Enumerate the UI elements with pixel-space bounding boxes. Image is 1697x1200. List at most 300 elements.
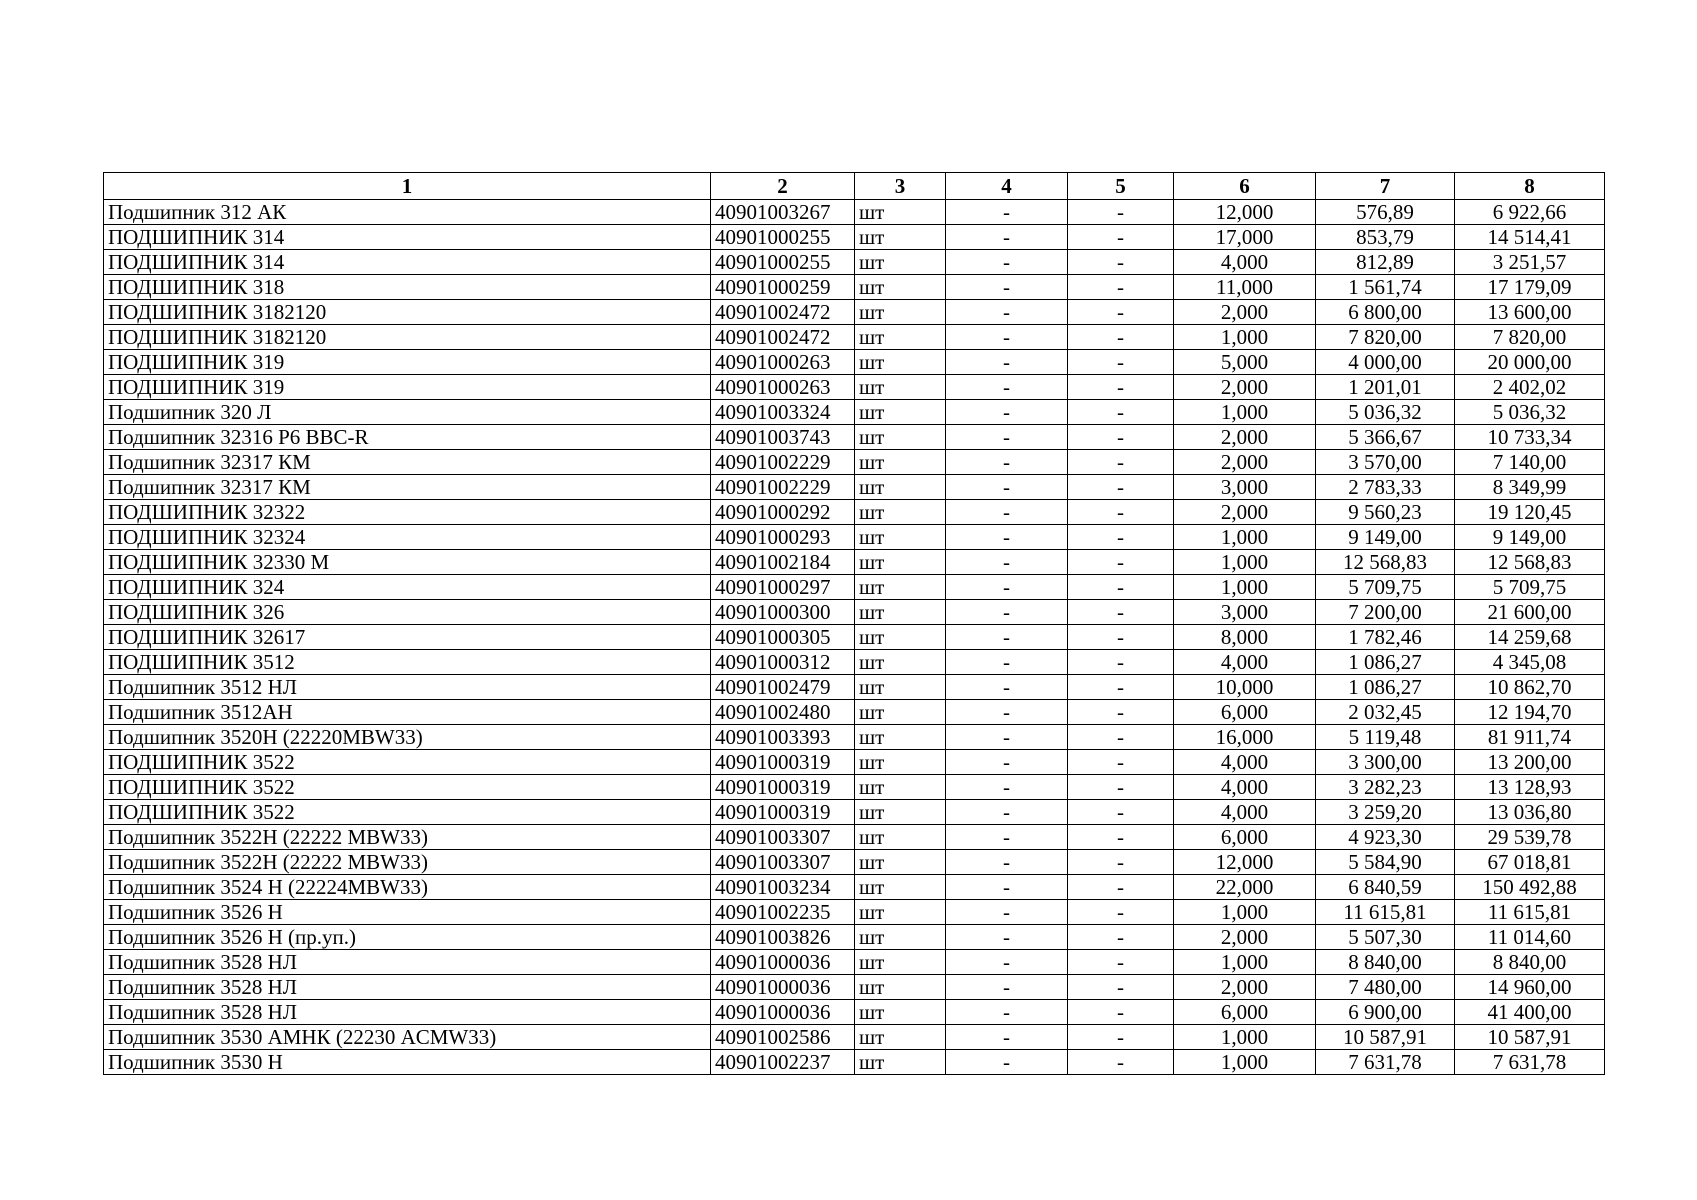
- item-unit: шт: [855, 375, 946, 400]
- total-amount: 10 733,34: [1455, 425, 1605, 450]
- item-name: ПОДШИПНИК 3522: [104, 750, 711, 775]
- table-row: [104, 900, 1605, 925]
- col-5-value: -: [1068, 650, 1174, 675]
- unit-price: 1 561,74: [1316, 275, 1455, 300]
- unit-price: 9 560,23: [1316, 500, 1455, 525]
- item-code: 40901003324: [711, 400, 855, 425]
- item-name: Подшипник 32317 КМ: [104, 475, 711, 500]
- item-name: ПОДШИПНИК 319: [104, 375, 711, 400]
- item-unit: шт: [855, 1050, 946, 1075]
- item-code: 40901003307: [711, 825, 855, 850]
- unit-price: 7 820,00: [1316, 325, 1455, 350]
- col-5-value: -: [1068, 750, 1174, 775]
- inventory-table: [103, 172, 1605, 1075]
- unit-price: 5 366,67: [1316, 425, 1455, 450]
- total-amount: 17 179,09: [1455, 275, 1605, 300]
- item-name: Подшипник 3528 НЛ: [104, 975, 711, 1000]
- total-amount: 8 840,00: [1455, 950, 1605, 975]
- unit-price: 4 000,00: [1316, 350, 1455, 375]
- unit-price: 1 086,27: [1316, 675, 1455, 700]
- item-unit: шт: [855, 350, 946, 375]
- total-amount: 11 615,81: [1455, 900, 1605, 925]
- item-unit: шт: [855, 650, 946, 675]
- quantity: 1,000: [1174, 575, 1316, 600]
- table-row: [104, 775, 1605, 800]
- col-4-value: -: [946, 550, 1068, 575]
- unit-price: 853,79: [1316, 225, 1455, 250]
- item-unit: шт: [855, 975, 946, 1000]
- unit-price: 7 200,00: [1316, 600, 1455, 625]
- col-4-value: -: [946, 250, 1068, 275]
- item-name: Подшипник 312 АК: [104, 200, 711, 225]
- item-code: 40901002586: [711, 1025, 855, 1050]
- table-body: [104, 200, 1605, 1075]
- col-5-value: -: [1068, 900, 1174, 925]
- col-4-value: -: [946, 925, 1068, 950]
- unit-price: 812,89: [1316, 250, 1455, 275]
- item-unit: шт: [855, 675, 946, 700]
- quantity: 2,000: [1174, 375, 1316, 400]
- col-header-4: 4: [946, 173, 1068, 200]
- col-5-value: -: [1068, 700, 1174, 725]
- col-5-value: -: [1068, 1000, 1174, 1025]
- table-row: [104, 625, 1605, 650]
- item-name: Подшипник 3522Н (22222 MBW33): [104, 825, 711, 850]
- item-unit: шт: [855, 325, 946, 350]
- total-amount: 7 140,00: [1455, 450, 1605, 475]
- unit-price: 576,89: [1316, 200, 1455, 225]
- col-5-value: -: [1068, 950, 1174, 975]
- table-row: [104, 750, 1605, 775]
- table-row: [104, 225, 1605, 250]
- table-row: [104, 525, 1605, 550]
- col-5-value: -: [1068, 975, 1174, 1000]
- item-name: ПОДШИПНИК 3182120: [104, 300, 711, 325]
- item-code: 40901000036: [711, 950, 855, 975]
- total-amount: 7 631,78: [1455, 1050, 1605, 1075]
- col-4-value: -: [946, 700, 1068, 725]
- item-name: ПОДШИПНИК 3512: [104, 650, 711, 675]
- item-unit: шт: [855, 475, 946, 500]
- total-amount: 14 960,00: [1455, 975, 1605, 1000]
- item-unit: шт: [855, 875, 946, 900]
- unit-price: 8 840,00: [1316, 950, 1455, 975]
- col-4-value: -: [946, 900, 1068, 925]
- table-row: [104, 825, 1605, 850]
- item-name: Подшипник 3528 НЛ: [104, 1000, 711, 1025]
- total-amount: 11 014,60: [1455, 925, 1605, 950]
- quantity: 2,000: [1174, 500, 1316, 525]
- item-unit: шт: [855, 950, 946, 975]
- quantity: 4,000: [1174, 650, 1316, 675]
- table-row: [104, 650, 1605, 675]
- table-row: [104, 450, 1605, 475]
- col-4-value: -: [946, 1050, 1068, 1075]
- item-name: ПОДШИПНИК 314: [104, 225, 711, 250]
- col-5-value: -: [1068, 275, 1174, 300]
- col-4-value: -: [946, 650, 1068, 675]
- item-unit: шт: [855, 625, 946, 650]
- item-unit: шт: [855, 550, 946, 575]
- unit-price: 11 615,81: [1316, 900, 1455, 925]
- unit-price: 5 507,30: [1316, 925, 1455, 950]
- col-5-value: -: [1068, 250, 1174, 275]
- unit-price: 3 282,23: [1316, 775, 1455, 800]
- col-4-value: -: [946, 675, 1068, 700]
- header-row: [104, 173, 1605, 200]
- unit-price: 3 570,00: [1316, 450, 1455, 475]
- quantity: 12,000: [1174, 200, 1316, 225]
- col-5-value: -: [1068, 475, 1174, 500]
- item-unit: шт: [855, 500, 946, 525]
- table-row: [104, 1000, 1605, 1025]
- item-unit: шт: [855, 525, 946, 550]
- item-name: Подшипник 3528 НЛ: [104, 950, 711, 975]
- item-unit: шт: [855, 850, 946, 875]
- item-code: 40901000263: [711, 375, 855, 400]
- item-unit: шт: [855, 900, 946, 925]
- total-amount: 67 018,81: [1455, 850, 1605, 875]
- item-unit: шт: [855, 925, 946, 950]
- col-4-value: -: [946, 775, 1068, 800]
- total-amount: 3 251,57: [1455, 250, 1605, 275]
- col-4-value: -: [946, 525, 1068, 550]
- item-name: ПОДШИПНИК 3182120: [104, 325, 711, 350]
- item-code: 40901000312: [711, 650, 855, 675]
- total-amount: 14 259,68: [1455, 625, 1605, 650]
- item-unit: шт: [855, 275, 946, 300]
- quantity: 10,000: [1174, 675, 1316, 700]
- item-code: 40901002184: [711, 550, 855, 575]
- item-name: Подшипник 3530 АМНК (22230 ACMW33): [104, 1025, 711, 1050]
- unit-price: 2 783,33: [1316, 475, 1455, 500]
- quantity: 2,000: [1174, 925, 1316, 950]
- item-code: 40901000300: [711, 600, 855, 625]
- col-5-value: -: [1068, 675, 1174, 700]
- total-amount: 13 600,00: [1455, 300, 1605, 325]
- col-5-value: -: [1068, 350, 1174, 375]
- total-amount: 6 922,66: [1455, 200, 1605, 225]
- total-amount: 21 600,00: [1455, 600, 1605, 625]
- col-5-value: -: [1068, 1025, 1174, 1050]
- item-unit: шт: [855, 750, 946, 775]
- unit-price: 12 568,83: [1316, 550, 1455, 575]
- quantity: 1,000: [1174, 950, 1316, 975]
- total-amount: 9 149,00: [1455, 525, 1605, 550]
- quantity: 8,000: [1174, 625, 1316, 650]
- item-unit: шт: [855, 775, 946, 800]
- col-header-1: 1: [104, 173, 711, 200]
- table-row: [104, 1025, 1605, 1050]
- total-amount: 2 402,02: [1455, 375, 1605, 400]
- col-4-value: -: [946, 975, 1068, 1000]
- col-5-value: -: [1068, 725, 1174, 750]
- col-4-value: -: [946, 625, 1068, 650]
- item-unit: шт: [855, 575, 946, 600]
- table-row: [104, 375, 1605, 400]
- col-5-value: -: [1068, 525, 1174, 550]
- unit-price: 2 032,45: [1316, 700, 1455, 725]
- unit-price: 4 923,30: [1316, 825, 1455, 850]
- unit-price: 6 800,00: [1316, 300, 1455, 325]
- col-4-value: -: [946, 825, 1068, 850]
- item-unit: шт: [855, 300, 946, 325]
- item-unit: шт: [855, 425, 946, 450]
- item-code: 40901002472: [711, 300, 855, 325]
- unit-price: 1 782,46: [1316, 625, 1455, 650]
- total-amount: 7 820,00: [1455, 325, 1605, 350]
- col-header-2: 2: [711, 173, 855, 200]
- quantity: 1,000: [1174, 325, 1316, 350]
- col-4-value: -: [946, 875, 1068, 900]
- table-row: [104, 500, 1605, 525]
- total-amount: 8 349,99: [1455, 475, 1605, 500]
- col-4-value: -: [946, 400, 1068, 425]
- item-code: 40901002235: [711, 900, 855, 925]
- total-amount: 13 036,80: [1455, 800, 1605, 825]
- item-name: ПОДШИПНИК 32322: [104, 500, 711, 525]
- item-unit: шт: [855, 600, 946, 625]
- item-name: ПОДШИПНИК 32617: [104, 625, 711, 650]
- item-name: Подшипник 32317 КМ: [104, 450, 711, 475]
- quantity: 12,000: [1174, 850, 1316, 875]
- item-code: 40901000255: [711, 250, 855, 275]
- item-code: 40901000297: [711, 575, 855, 600]
- table-row: [104, 850, 1605, 875]
- item-unit: шт: [855, 825, 946, 850]
- table-row: [104, 400, 1605, 425]
- col-4-value: -: [946, 475, 1068, 500]
- item-code: 40901000036: [711, 1000, 855, 1025]
- total-amount: 81 911,74: [1455, 725, 1605, 750]
- item-unit: шт: [855, 700, 946, 725]
- col-4-value: -: [946, 1000, 1068, 1025]
- item-name: ПОДШИПНИК 314: [104, 250, 711, 275]
- item-code: 40901003234: [711, 875, 855, 900]
- item-name: Подшипник 3526 Н (пр.уп.): [104, 925, 711, 950]
- table-row: [104, 275, 1605, 300]
- unit-price: 3 300,00: [1316, 750, 1455, 775]
- table-row: [104, 950, 1605, 975]
- quantity: 1,000: [1174, 525, 1316, 550]
- quantity: 16,000: [1174, 725, 1316, 750]
- col-4-value: -: [946, 425, 1068, 450]
- quantity: 5,000: [1174, 350, 1316, 375]
- table-row: [104, 925, 1605, 950]
- table-row: [104, 700, 1605, 725]
- table-row: [104, 325, 1605, 350]
- item-code: 40901003393: [711, 725, 855, 750]
- col-4-value: -: [946, 450, 1068, 475]
- quantity: 4,000: [1174, 750, 1316, 775]
- total-amount: 41 400,00: [1455, 1000, 1605, 1025]
- item-name: Подшипник 3522Н (22222 MBW33): [104, 850, 711, 875]
- col-4-value: -: [946, 850, 1068, 875]
- col-4-value: -: [946, 575, 1068, 600]
- total-amount: 13 200,00: [1455, 750, 1605, 775]
- item-unit: шт: [855, 250, 946, 275]
- item-unit: шт: [855, 450, 946, 475]
- total-amount: 150 492,88: [1455, 875, 1605, 900]
- item-code: 40901000036: [711, 975, 855, 1000]
- item-code: 40901002229: [711, 450, 855, 475]
- col-4-value: -: [946, 1025, 1068, 1050]
- quantity: 4,000: [1174, 250, 1316, 275]
- col-4-value: -: [946, 600, 1068, 625]
- item-unit: шт: [855, 725, 946, 750]
- col-4-value: -: [946, 800, 1068, 825]
- item-code: 40901000292: [711, 500, 855, 525]
- item-name: Подшипник 3512АН: [104, 700, 711, 725]
- col-5-value: -: [1068, 875, 1174, 900]
- item-unit: шт: [855, 800, 946, 825]
- item-name: ПОДШИПНИК 32330 М: [104, 550, 711, 575]
- total-amount: 13 128,93: [1455, 775, 1605, 800]
- total-amount: 19 120,45: [1455, 500, 1605, 525]
- item-code: 40901000319: [711, 750, 855, 775]
- item-unit: шт: [855, 1000, 946, 1025]
- item-unit: шт: [855, 1025, 946, 1050]
- item-name: Подшипник 3524 Н (22224MBW33): [104, 875, 711, 900]
- table-row: [104, 550, 1605, 575]
- quantity: 3,000: [1174, 600, 1316, 625]
- col-5-value: -: [1068, 625, 1174, 650]
- col-5-value: -: [1068, 825, 1174, 850]
- quantity: 11,000: [1174, 275, 1316, 300]
- table-row: [104, 800, 1605, 825]
- total-amount: 10 587,91: [1455, 1025, 1605, 1050]
- col-5-value: -: [1068, 925, 1174, 950]
- item-code: 40901000319: [711, 800, 855, 825]
- table-row: [104, 875, 1605, 900]
- quantity: 22,000: [1174, 875, 1316, 900]
- col-5-value: -: [1068, 775, 1174, 800]
- unit-price: 5 119,48: [1316, 725, 1455, 750]
- quantity: 2,000: [1174, 975, 1316, 1000]
- col-header-8: 8: [1455, 173, 1605, 200]
- quantity: 17,000: [1174, 225, 1316, 250]
- item-name: Подшипник 32316 Р6 BBC-R: [104, 425, 711, 450]
- table-row: [104, 975, 1605, 1000]
- table-row: [104, 425, 1605, 450]
- item-code: 40901000305: [711, 625, 855, 650]
- quantity: 4,000: [1174, 775, 1316, 800]
- quantity: 1,000: [1174, 1025, 1316, 1050]
- col-5-value: -: [1068, 400, 1174, 425]
- table-row: [104, 475, 1605, 500]
- col-header-6: 6: [1174, 173, 1316, 200]
- col-5-value: -: [1068, 325, 1174, 350]
- quantity: 1,000: [1174, 900, 1316, 925]
- item-code: 40901002229: [711, 475, 855, 500]
- col-5-value: -: [1068, 550, 1174, 575]
- quantity: 2,000: [1174, 300, 1316, 325]
- col-5-value: -: [1068, 200, 1174, 225]
- item-name: ПОДШИПНИК 3522: [104, 800, 711, 825]
- col-5-value: -: [1068, 800, 1174, 825]
- table-row: [104, 600, 1605, 625]
- unit-price: 1 086,27: [1316, 650, 1455, 675]
- item-code: 40901000293: [711, 525, 855, 550]
- total-amount: 10 862,70: [1455, 675, 1605, 700]
- total-amount: 20 000,00: [1455, 350, 1605, 375]
- item-unit: шт: [855, 400, 946, 425]
- col-4-value: -: [946, 225, 1068, 250]
- table-row: [104, 575, 1605, 600]
- col-5-value: -: [1068, 500, 1174, 525]
- total-amount: 29 539,78: [1455, 825, 1605, 850]
- item-code: 40901003743: [711, 425, 855, 450]
- unit-price: 7 631,78: [1316, 1050, 1455, 1075]
- col-header-7: 7: [1316, 173, 1455, 200]
- quantity: 3,000: [1174, 475, 1316, 500]
- item-code: 40901002479: [711, 675, 855, 700]
- item-code: 40901003307: [711, 850, 855, 875]
- unit-price: 10 587,91: [1316, 1025, 1455, 1050]
- col-5-value: -: [1068, 450, 1174, 475]
- quantity: 1,000: [1174, 550, 1316, 575]
- table-row: [104, 300, 1605, 325]
- table-row: [104, 1050, 1605, 1075]
- total-amount: 4 345,08: [1455, 650, 1605, 675]
- item-name: Подшипник 320 Л: [104, 400, 711, 425]
- total-amount: 14 514,41: [1455, 225, 1605, 250]
- item-code: 40901002472: [711, 325, 855, 350]
- item-code: 40901002480: [711, 700, 855, 725]
- unit-price: 7 480,00: [1316, 975, 1455, 1000]
- quantity: 6,000: [1174, 700, 1316, 725]
- item-unit: шт: [855, 225, 946, 250]
- item-name: ПОДШИПНИК 326: [104, 600, 711, 625]
- item-code: 40901000263: [711, 350, 855, 375]
- col-4-value: -: [946, 375, 1068, 400]
- item-name: Подшипник 3530 Н: [104, 1050, 711, 1075]
- unit-price: 5 584,90: [1316, 850, 1455, 875]
- quantity: 6,000: [1174, 1000, 1316, 1025]
- item-code: 40901000259: [711, 275, 855, 300]
- col-5-value: -: [1068, 225, 1174, 250]
- col-header-3: 3: [855, 173, 946, 200]
- item-name: Подшипник 3520Н (22220MBW33): [104, 725, 711, 750]
- col-4-value: -: [946, 200, 1068, 225]
- item-code: 40901000255: [711, 225, 855, 250]
- quantity: 2,000: [1174, 450, 1316, 475]
- item-code: 40901003267: [711, 200, 855, 225]
- col-header-5: 5: [1068, 173, 1174, 200]
- item-code: 40901003826: [711, 925, 855, 950]
- col-4-value: -: [946, 750, 1068, 775]
- col-5-value: -: [1068, 600, 1174, 625]
- table-row: [104, 675, 1605, 700]
- col-5-value: -: [1068, 375, 1174, 400]
- item-name: ПОДШИПНИК 319: [104, 350, 711, 375]
- col-5-value: -: [1068, 575, 1174, 600]
- col-4-value: -: [946, 325, 1068, 350]
- unit-price: 5 709,75: [1316, 575, 1455, 600]
- total-amount: 12 194,70: [1455, 700, 1605, 725]
- col-5-value: -: [1068, 1050, 1174, 1075]
- quantity: 2,000: [1174, 425, 1316, 450]
- quantity: 1,000: [1174, 1050, 1316, 1075]
- table-row: [104, 350, 1605, 375]
- item-name: ПОДШИПНИК 32324: [104, 525, 711, 550]
- total-amount: 5 709,75: [1455, 575, 1605, 600]
- item-name: Подшипник 3512 НЛ: [104, 675, 711, 700]
- item-name: ПОДШИПНИК 3522: [104, 775, 711, 800]
- unit-price: 6 840,59: [1316, 875, 1455, 900]
- unit-price: 5 036,32: [1316, 400, 1455, 425]
- total-amount: 12 568,83: [1455, 550, 1605, 575]
